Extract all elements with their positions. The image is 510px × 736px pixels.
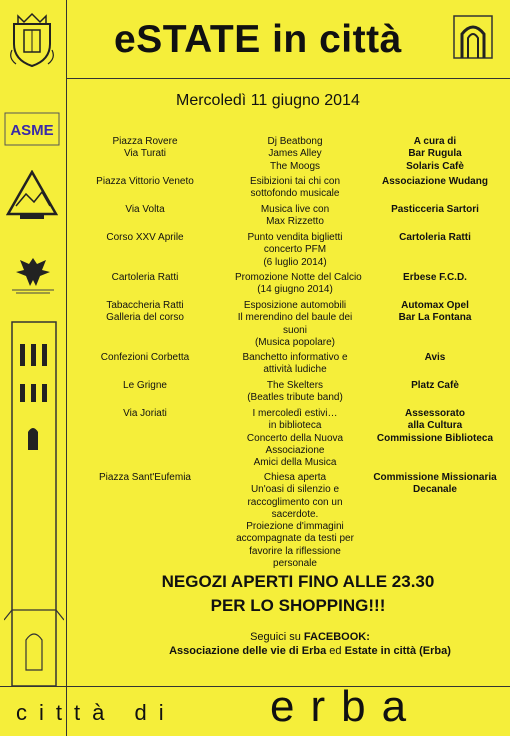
event-description xyxy=(235,204,355,229)
event-description xyxy=(235,232,355,269)
event-description-line: suoni xyxy=(283,324,307,336)
frame-header-line xyxy=(66,78,510,79)
event-location-line: Via Volta xyxy=(125,204,165,215)
event-location-line: Cartoleria Ratti xyxy=(111,272,179,283)
event-location-line: Piazza Sant'Eufemia xyxy=(99,472,191,483)
crest-icon xyxy=(8,10,56,68)
event-organizer-line: Avis xyxy=(424,352,446,363)
event-description-line: (6 luglio 2014) xyxy=(263,256,327,268)
event-description-line: favorire la riflessione xyxy=(249,545,341,557)
event-description-line: Promozione Notte del Calcio xyxy=(235,272,362,283)
event-location-line: Via Turati xyxy=(123,148,167,160)
event-description-line: I mercoledì estivi… xyxy=(252,408,338,419)
event-organizer-line: A cura di xyxy=(413,136,457,147)
event-organizer xyxy=(360,408,510,445)
event-location-line: Corso XXV Aprile xyxy=(106,232,184,243)
event-organizer-line: Commissione Biblioteca xyxy=(376,432,494,444)
footer-city-name: erba xyxy=(270,682,423,731)
event-location-line: Tabaccheria Ratti xyxy=(106,300,184,311)
eagle-logo-icon xyxy=(8,252,58,296)
event-organizer xyxy=(360,380,510,392)
event-location-line: Le Grigne xyxy=(123,380,167,391)
table-row xyxy=(70,380,508,405)
association-name: Associazione delle vie di Erba xyxy=(169,645,327,657)
event-description-line: Associazione xyxy=(265,444,325,456)
footer xyxy=(0,682,510,734)
event-description xyxy=(235,380,355,405)
frame-vertical-line xyxy=(66,0,67,736)
event-location-line: Piazza Rovere xyxy=(112,136,178,147)
event-description-line: personale xyxy=(273,558,317,570)
table-row xyxy=(70,272,508,297)
event-description xyxy=(235,176,355,201)
event-organizer-line: Commissione Missionaria xyxy=(373,472,497,483)
shopping-line-1: NEGOZI APERTI FINO ALLE 23.30 xyxy=(161,572,435,591)
event-location xyxy=(70,380,220,392)
event-organizer-line: Bar Rugula xyxy=(408,148,462,160)
event-location xyxy=(70,136,220,161)
event-location xyxy=(70,272,220,284)
event-description-line: Amici della Musica xyxy=(253,457,337,469)
event-description-line: James Alley xyxy=(268,148,322,160)
event-description-line: attività ludiche xyxy=(263,364,327,376)
event-location xyxy=(70,472,220,484)
events-table xyxy=(70,136,508,573)
event-location xyxy=(70,408,220,420)
event-description-line: Il merendino del baule dei xyxy=(237,312,353,324)
event-date: Mercoledì 11 giugno 2014 xyxy=(176,92,360,109)
event-organizer-line: Platz Cafè xyxy=(411,380,459,391)
table-row xyxy=(70,176,508,201)
table-row xyxy=(70,352,508,377)
asme-logo-text: ASME xyxy=(10,122,54,139)
event-organizer-line: Solaris Cafè xyxy=(406,160,464,172)
event-location xyxy=(70,176,220,188)
event-description-line: (14 giugno 2014) xyxy=(257,284,333,296)
event-description-line: Max Rizzetto xyxy=(266,216,324,228)
asme-logo-icon xyxy=(4,112,60,146)
event-description-line: Proiezione d'immagini xyxy=(246,521,344,533)
event-description xyxy=(235,352,355,377)
event-description-line: in biblioteca xyxy=(268,420,322,432)
event-organizer xyxy=(360,272,510,284)
event-organizer xyxy=(360,232,510,244)
shopping-banner xyxy=(148,570,448,618)
event-description xyxy=(235,272,362,297)
event-description-line: The Moogs xyxy=(269,160,321,172)
facebook-label: FACEBOOK xyxy=(303,631,367,643)
event-description-line: (Beatles tribute band) xyxy=(247,392,343,404)
table-row xyxy=(70,472,508,570)
event-description-line: (Musica popolare) xyxy=(254,336,336,348)
table-row xyxy=(70,408,508,469)
follow-label: Seguici su xyxy=(250,631,304,643)
event-description-line: accompagnate da testi per xyxy=(236,533,354,545)
page-title: eSTATE in città xyxy=(114,18,402,61)
follow-and: ed xyxy=(326,645,345,657)
event-description-line: Un'oasi di silenzio e xyxy=(250,484,340,496)
event-description-line: Esibizioni tai chi con xyxy=(249,176,341,187)
header-logo-icon xyxy=(452,14,494,60)
event-location-line: Galleria del corso xyxy=(106,312,184,324)
event-organizer-line: Erbese F.C.D. xyxy=(403,272,467,283)
shopping-line-2: PER LO SHOPPING!!! xyxy=(210,596,386,615)
event-organizer-line: Automax Opel xyxy=(401,300,469,311)
event-location xyxy=(70,352,220,364)
frame-footer-line xyxy=(0,686,510,687)
event-description xyxy=(235,136,355,173)
event-description-line: raccoglimento con un xyxy=(247,496,343,508)
event-location xyxy=(70,232,220,244)
event-location-line: Piazza Vittorio Veneto xyxy=(96,176,194,187)
event-organizer-line: alla Cultura xyxy=(407,420,463,432)
event-organizer-line: Assessorato xyxy=(404,408,466,419)
event-description-line: Esposizione automobili xyxy=(243,300,347,311)
event-location xyxy=(70,204,220,216)
event-description xyxy=(235,300,355,349)
event-description-line: Concerto della Nuova xyxy=(246,432,344,444)
event-organizer xyxy=(360,136,510,173)
event-description xyxy=(235,472,355,570)
follow-colon: : xyxy=(366,631,370,643)
table-row xyxy=(70,204,508,229)
event-organizer xyxy=(360,300,510,325)
event-organizer-line: Bar La Fontana xyxy=(398,312,472,324)
estate-page-name: Estate in città (Erba) xyxy=(344,645,451,657)
event-organizer xyxy=(360,176,510,188)
event-organizer xyxy=(360,472,510,497)
event-description-line: Banchetto informativo e xyxy=(242,352,348,363)
event-description-line: sacerdote. xyxy=(271,508,319,520)
table-row xyxy=(70,232,508,269)
facebook-info xyxy=(140,630,480,658)
footer-city-label: città di xyxy=(16,700,176,725)
event-description-line: The Skelters xyxy=(266,380,324,391)
event-organizer xyxy=(360,204,510,216)
event-location-line: Confezioni Corbetta xyxy=(100,352,190,363)
event-description xyxy=(235,408,355,469)
event-description-line: Punto vendita biglietti xyxy=(247,232,343,243)
event-organizer xyxy=(360,352,510,364)
event-organizer-line: Cartoleria Ratti xyxy=(399,232,471,243)
table-row xyxy=(70,300,508,349)
event-description-line: Musica live con xyxy=(260,204,330,215)
event-organizer-line: Associazione Wudang xyxy=(382,176,488,187)
event-description-line: Chiesa aperta xyxy=(263,472,327,483)
tower-illustration-icon xyxy=(4,320,64,686)
event-description-line: sottofondo musicale xyxy=(250,188,340,200)
event-location xyxy=(70,300,220,325)
event-description-line: concerto PFM xyxy=(263,244,327,256)
table-row xyxy=(70,136,508,173)
mountain-logo-icon xyxy=(6,170,58,220)
event-description-line: Dj Beatbong xyxy=(267,136,323,147)
event-organizer-line: Decanale xyxy=(413,484,457,496)
event-location-line: Via Joriati xyxy=(123,408,167,419)
event-organizer-line: Pasticceria Sartori xyxy=(391,204,479,215)
